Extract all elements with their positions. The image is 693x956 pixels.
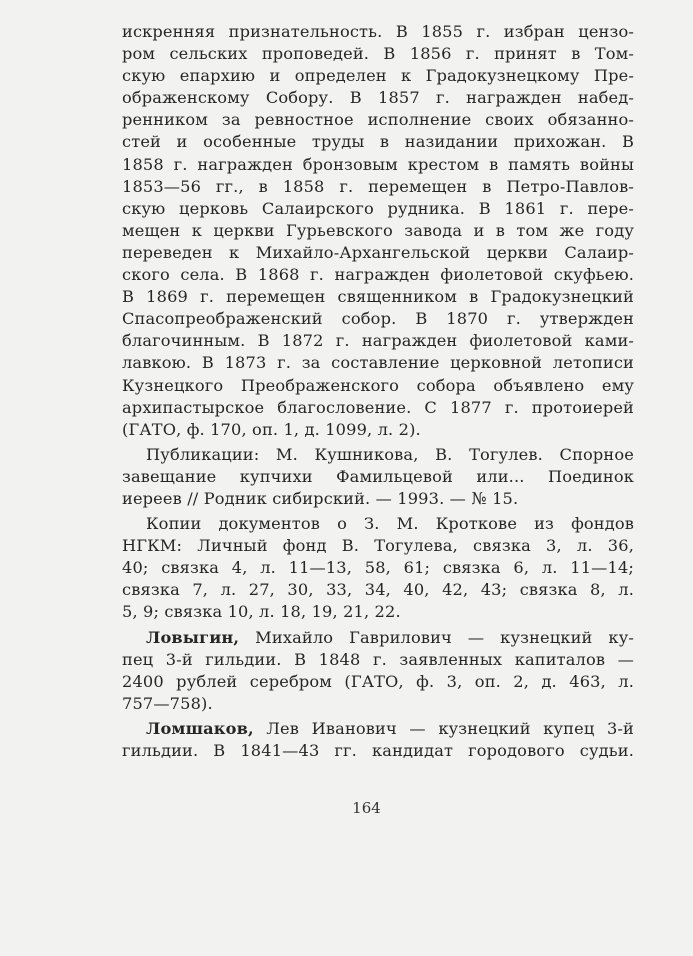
text-line: искренняя признательность. В 1855 г. избран цензо-	[122, 22, 634, 41]
document-body	[122, 21, 634, 765]
text-line: ренником за ревностное исполнение своих обязанно-	[122, 110, 634, 130]
text-line: ром сельских проповедей. В 1856 г. принят в Том-	[122, 44, 634, 64]
text-line: Кузнецкого Преображенского собора объявлено ему	[122, 375, 634, 395]
text-line: скую епархию и определен к Градокузнецкому Пре-	[122, 66, 634, 86]
biography-paragraph	[122, 21, 634, 441]
text-line: В 1869 г. перемещен священником в Градокузнецкий	[122, 287, 634, 307]
text-line: ображенскому Собору. В 1857 г. награжден набед-	[122, 88, 634, 108]
text-line: 1858 г. награжден бронзовым крестом в память войны	[122, 154, 634, 174]
entry-first-line	[122, 627, 634, 649]
entry-first-line-rest: Михайло Гаврилович — кузнецкий ку-	[239, 627, 634, 647]
text-line: 2400 рублей серебром (ГАТО, ф. 3, оп. 2, д. 463, л.	[122, 671, 634, 691]
text-line: благочинным. В 1872 г. награжден фиолетовой ками-	[122, 331, 634, 351]
text-line: ского села. В 1868 г. награжден фиолетовой скуфьею.	[122, 265, 634, 285]
text-line: архипастырское благословение. С 1877 г. протоиерей	[122, 397, 634, 417]
text-line: (ГАТО, ф. 170, оп. 1, д. 1099, л. 2).	[122, 419, 421, 439]
text-line: лавкою. В 1873 г. за составление церковной летописи	[122, 353, 634, 373]
text-line: Спасопреображенский собор. В 1870 г. утвержден	[122, 309, 634, 329]
text-line: завещание купчихи Фамильцевой или... Поединок	[122, 466, 634, 486]
text-line: Публикации: М. Кушникова, В. Тогулев. Спорное	[146, 444, 634, 464]
text-line: стей и особенные труды в назидании прихожан. В	[122, 132, 634, 152]
publications-paragraph	[122, 444, 634, 510]
page-number: 164	[352, 799, 381, 817]
text-line: переведен к Михайло-Архангельской церкви Салаир-	[122, 242, 634, 262]
entry-name: Ловыгин,	[146, 627, 240, 647]
entry-name: Ломшаков,	[146, 718, 254, 738]
entry-lovygin	[122, 627, 634, 715]
entry-lomshakov	[122, 718, 634, 762]
text-line: Копии документов о З. М. Кроткове из фондов	[146, 514, 634, 534]
text-line: гильдии. В 1841—43 гг. кандидат городового судьи.	[122, 741, 634, 760]
text-line: 1853—56 гг., в 1858 г. перемещен в Петро-Павлов-	[122, 176, 634, 196]
text-line: связка 7, л. 27, 30, 33, 34, 40, 42, 43; связка 8, л.	[122, 580, 634, 600]
text-line: мещен к церкви Гурьевского завода и в том же году	[122, 220, 634, 240]
text-line: 40; связка 4, л. 11—13, 58, 61; связка 6, л. 11—14;	[122, 558, 634, 578]
entry-first-line	[122, 718, 634, 740]
text-line: скую церковь Салаирского рудника. В 1861 г. пере-	[122, 198, 634, 218]
text-line: 757—758).	[122, 693, 213, 713]
text-line: 5, 9; связка 10, л. 18, 19, 21, 22.	[122, 602, 401, 622]
text-line: пец 3-й гильдии. В 1848 г. заявленных капиталов —	[122, 649, 634, 669]
entry-first-line-rest: Лев Иванович — кузнецкий купец 3-й	[253, 718, 634, 738]
documents-paragraph	[122, 513, 634, 623]
text-line: иереев // Родник сибирский. — 1993. — № 15.	[122, 488, 519, 508]
text-line: НГКМ: Личный фонд В. Тогулева, связка 3, л. 36,	[122, 536, 634, 556]
